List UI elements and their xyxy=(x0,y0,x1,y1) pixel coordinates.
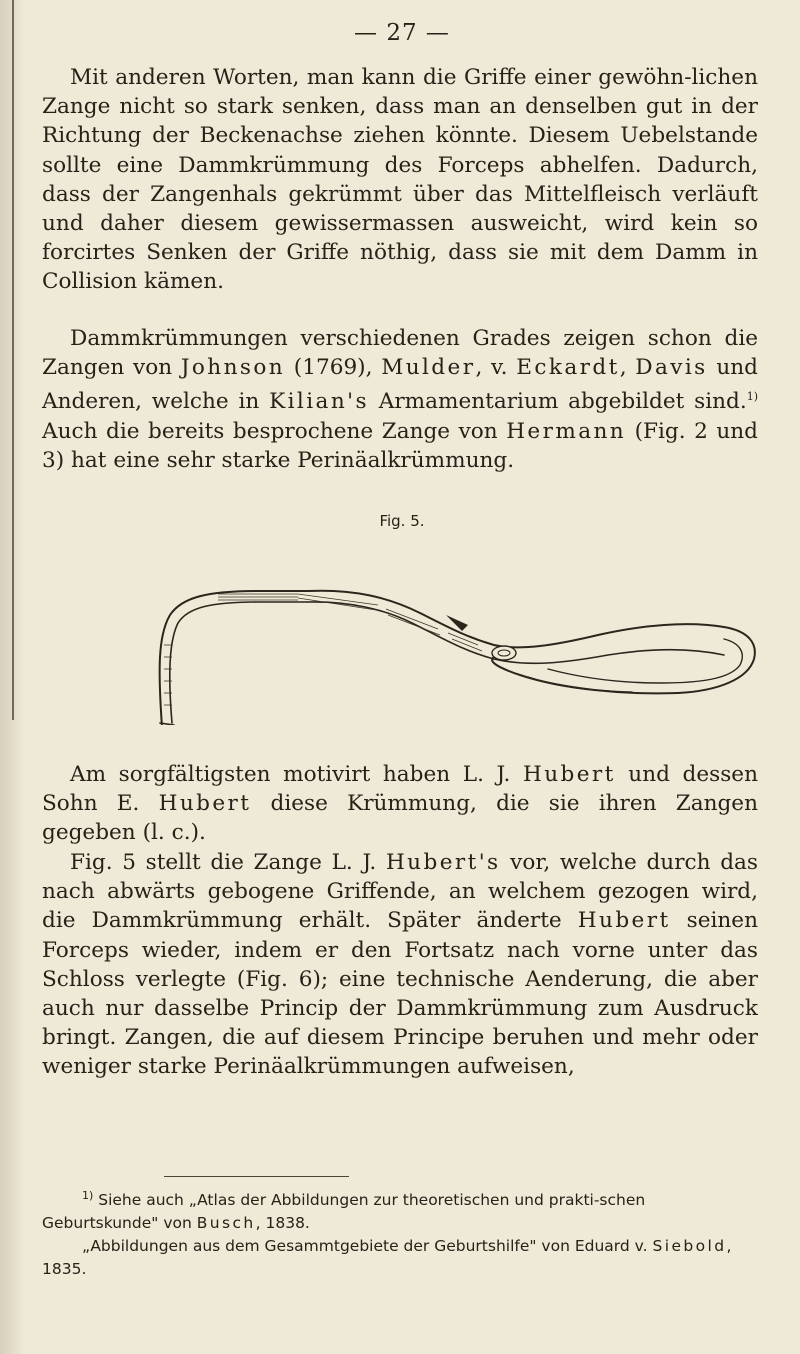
paragraph-3 xyxy=(42,760,758,848)
paragraph-1 xyxy=(42,63,758,297)
name-hubert-2: Hubert xyxy=(158,791,252,817)
footnote-2-text-b: , 1835. xyxy=(42,1237,732,1279)
paragraph-2-text-b: (1769), xyxy=(285,355,382,381)
paragraph-3-text-b: und dessen Sohn E. xyxy=(42,762,758,817)
footnote-1-marker: 1) xyxy=(82,1189,94,1202)
name-busch: Busch xyxy=(196,1214,256,1233)
name-mulder: Mulder xyxy=(381,355,476,381)
name-hubert-3: Hubert's xyxy=(385,850,501,875)
paragraph-4-text-a: Fig. 5 stellt die Zange L. J. xyxy=(70,850,386,875)
name-kilian: Kilian's xyxy=(269,389,369,415)
name-davis: Davis xyxy=(635,355,708,381)
paragraph-2-text-a: Dammkrümmungen verschiedenen Grades zeigen schon die Zangen von xyxy=(42,326,758,381)
name-siebold: Siebold xyxy=(652,1237,727,1256)
page-number: — 27 — xyxy=(354,20,450,46)
binding-shadow-line xyxy=(12,0,14,720)
name-hubert-1: Hubert xyxy=(522,762,616,787)
name-hermann: Hermann xyxy=(506,418,627,444)
paragraph-4-text-c: seinen Forceps wieder, indem er den Fortsatz nach vorne unter das Schloss verlegte (Fig. 6); eine technische Aenderung, die aber auch nur dasselbe Princip der Dammkrümmung zum Ausdruck bringt. Zangen, die auf diesem Principe beruhen und mehr oder weniger starke Perinäalkrümmungen aufweisen, xyxy=(42,908,758,1080)
paragraph-2-text-f: Armamentarium abgebildet sind. xyxy=(368,389,747,415)
name-hubert-4: Hubert xyxy=(577,908,671,934)
footnote-reference: 1) xyxy=(746,390,758,404)
footnote-2 xyxy=(42,1235,758,1281)
figure-caption: Fig. 5. xyxy=(379,512,425,530)
paragraph-2-text-h: (Fig. 2 und 3) hat eine sehr starke Perinäalkrümmung. xyxy=(42,418,758,473)
paragraph-3-text-a: Am sorgfältigsten motivirt haben L. J. xyxy=(70,762,523,787)
footnote-1 xyxy=(42,1184,758,1235)
paragraph-2-text-g: Auch die bereits besprochene Zange von xyxy=(42,418,507,444)
paragraph-2 xyxy=(42,324,758,475)
name-johnson: Johnson xyxy=(180,355,286,381)
footnote-1-text-b: , 1838. xyxy=(255,1214,310,1233)
paragraph-1-text: Mit anderen Worten, man kann die Griffe einer gewöhn-lichen Zange nicht so stark senken, dass man an denselben gut in der Richtung der Beckenachse ziehen könnte. Diesem Uebelstande sollte eine Dammkrümmung des Forceps abhelfen. Dadurch, dass der Zangenhals gekrümmt über das Mittelfleisch verläuft und daher diesem gewissermassen ausweicht, wird kein so forcirtes Senken der Griffe nöthig, dass sie mit dem Damm in Collision kämen. xyxy=(42,65,758,295)
forceps-illustration xyxy=(148,575,758,725)
paragraph-3-text-c: diese Krümmung, die sie ihren Zangen gegeben (l. c.). xyxy=(42,791,758,846)
paragraph-2-text-e: und Anderen, welche in xyxy=(42,355,758,415)
footnote-divider xyxy=(164,1176,349,1177)
name-eckardt: Eckardt xyxy=(516,355,620,381)
footnotes xyxy=(42,1184,758,1281)
footnote-1-text-a: Siehe auch „Atlas der Abbildungen zur theoretischen und prakti-schen Geburtskunde" von xyxy=(42,1191,646,1233)
paragraph-2-text-d: , xyxy=(619,355,636,381)
footnote-2-text-a: „Abbildungen aus dem Gesammtgebiete der Geburtshilfe" von Eduard v. xyxy=(82,1237,653,1256)
paragraph-4 xyxy=(42,848,758,1082)
paragraph-4-text-b: vor, welche durch das nach abwärts gebogene Griffende, an welchem gezogen wird, die Dammkrümmung erhält. Später änderte xyxy=(42,850,758,934)
paragraph-2-text-c: , v. xyxy=(475,355,517,381)
